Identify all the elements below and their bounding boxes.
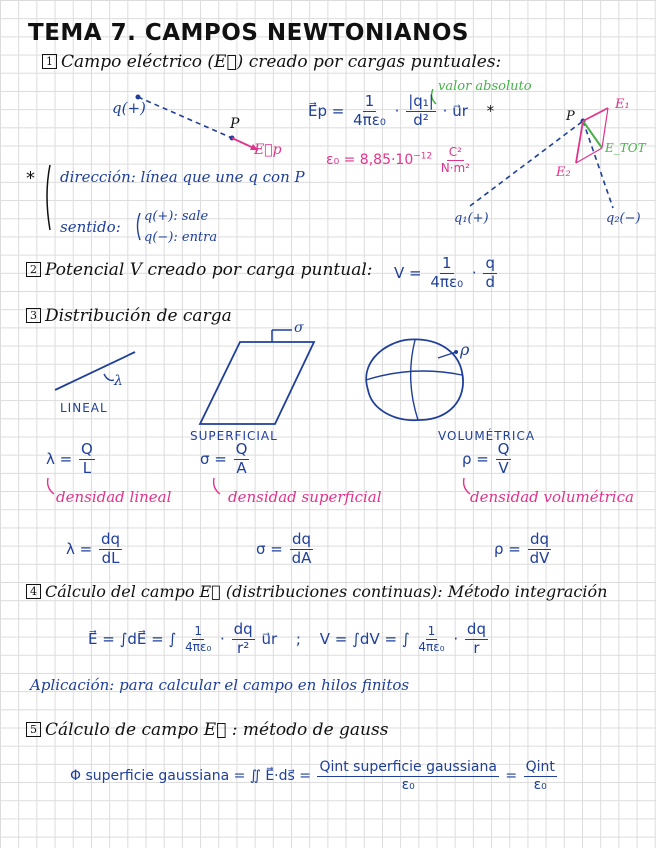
sec5-number: 5 xyxy=(26,722,41,737)
sec1-p-label: P xyxy=(230,116,240,132)
e2-vector xyxy=(576,121,583,163)
q1-p-dashed-line xyxy=(470,121,583,206)
label-volumetrica: VOLUMÉTRICA xyxy=(438,429,536,443)
vol-rho: ρ xyxy=(460,340,470,359)
label-superficial: SUPERFICIAL xyxy=(190,429,278,443)
dsigma-def: σ = $\frac{dq}{dA}$ xyxy=(256,530,312,567)
sigma-def: σ = $\frac{Q}{A}$ xyxy=(200,440,248,477)
dens-superficial: densidad superficial xyxy=(228,488,382,506)
dens-volumetrica: densidad volumétrica xyxy=(470,488,634,506)
sup-sigma: σ xyxy=(294,320,304,336)
e1-vector xyxy=(583,108,608,121)
rho-def: ρ = $\frac{Q}{V}$ xyxy=(462,440,510,477)
note-star: * xyxy=(26,168,35,189)
dlambda-def: λ = $\frac{dq}{dL}$ xyxy=(66,530,121,567)
diag-etot-label: E_TOT xyxy=(605,141,646,155)
sentido-label: sentido: xyxy=(60,218,121,236)
lambda-def: λ = $\frac{Q}{L}$ xyxy=(46,440,93,477)
lineal-lambda: λ xyxy=(114,373,123,389)
blob-meridian xyxy=(411,340,418,420)
sec1-heading: 1 Campo eléctrico (E⃗) creado por cargas puntuales: xyxy=(42,54,501,71)
hook-sup xyxy=(214,478,220,494)
superficial-parallelogram xyxy=(200,342,314,424)
note-brace xyxy=(47,165,50,230)
sec4-number: 4 xyxy=(26,584,41,599)
sec1-q-plus: q(+) xyxy=(112,99,146,117)
hook-lineal xyxy=(48,478,54,494)
sec3-number: 3 xyxy=(26,308,41,323)
sec2-number: 2 xyxy=(26,262,41,277)
sec3-heading: 3 Distribución de carga xyxy=(26,308,232,325)
sentido-brace xyxy=(138,213,141,240)
sec1-ep-label: E⃗p xyxy=(254,142,282,158)
sec1-number: 1 xyxy=(42,54,57,69)
parallelogram-side-2 xyxy=(576,148,602,163)
sec4-heading: 4 Cálculo del campo E⃗ (distribuciones continuas): Método integración xyxy=(26,584,607,600)
sec5-gauss-formula: Φ superficie gaussiana = ∬ E⃗·ds⃗ = $\frac{\text{Qint superficie gaussiana}}{\text{ε₀}}$ = $\frac{\text{Qint}}{\text{ε₀}}$ xyxy=(70,759,555,793)
dens-lineal: densidad lineal xyxy=(56,488,172,506)
sentido-sale: q(+): sale xyxy=(144,209,209,224)
diag-p-label: P xyxy=(566,109,575,124)
sec2-potential-formula: V = $\frac{1}{\text{4πε₀}}$ · $\frac{q}{d}$ xyxy=(394,254,495,291)
sec5-heading: 5 Cálculo de campo E⃗ : método de gauss xyxy=(26,722,388,739)
label-lineal: LINEAL xyxy=(60,401,108,415)
lineal-lambda-arrow xyxy=(104,374,114,380)
diag-q2-label: q₂(−) xyxy=(606,211,641,226)
diag-e2-label: E₂ xyxy=(556,165,571,180)
qp-dashed-line xyxy=(138,97,232,138)
direction-note: dirección: línea que une q con P xyxy=(60,168,305,186)
epsilon0-value: $\varepsilon_0 = 8,85\cdot 10^{-12}$ $\frac{\text{C²}}{\text{N·m²}}$ xyxy=(326,145,470,175)
page-title: TEMA 7. CAMPOS NEWTONIANOS xyxy=(28,20,469,46)
diag-e1-label: E₁ xyxy=(615,97,630,112)
sec4-integral-formulas: E⃗ = ∫dE⃗ = ∫ $\frac{1}{\text{4πε₀}}$ · $\frac{dq}{\text{r²}}$ u⃗r ; V = ∫dV = ∫ $\frac{1}{\text{4πε₀}}$ · $\frac{dq}{r}$ xyxy=(88,620,486,657)
abs-value-note: valor absoluto xyxy=(438,79,532,94)
sec1-field-formula: E⃗p = $\frac{1}{\text{4πε₀}}$ · $\frac{\text{|q₁|}}{\text{d²}}$ · u⃗r * xyxy=(308,92,495,129)
lineal-line xyxy=(55,352,135,390)
sentido-entra: q(−): entra xyxy=(144,230,218,245)
etot-vector xyxy=(583,121,602,148)
drho-def: ρ = $\frac{dq}{dV}$ xyxy=(494,530,550,567)
rho-pointer-dot xyxy=(454,350,458,354)
blob-equator xyxy=(366,371,462,380)
p-q2-dashed-line xyxy=(583,121,613,208)
sec2-heading: 2 Potencial V creado por carga puntual: xyxy=(26,262,373,279)
sec4-aplicacion: Aplicación: para calcular el campo en hilos finitos xyxy=(30,676,410,694)
diag-q1-label: q₁(+) xyxy=(454,211,489,226)
